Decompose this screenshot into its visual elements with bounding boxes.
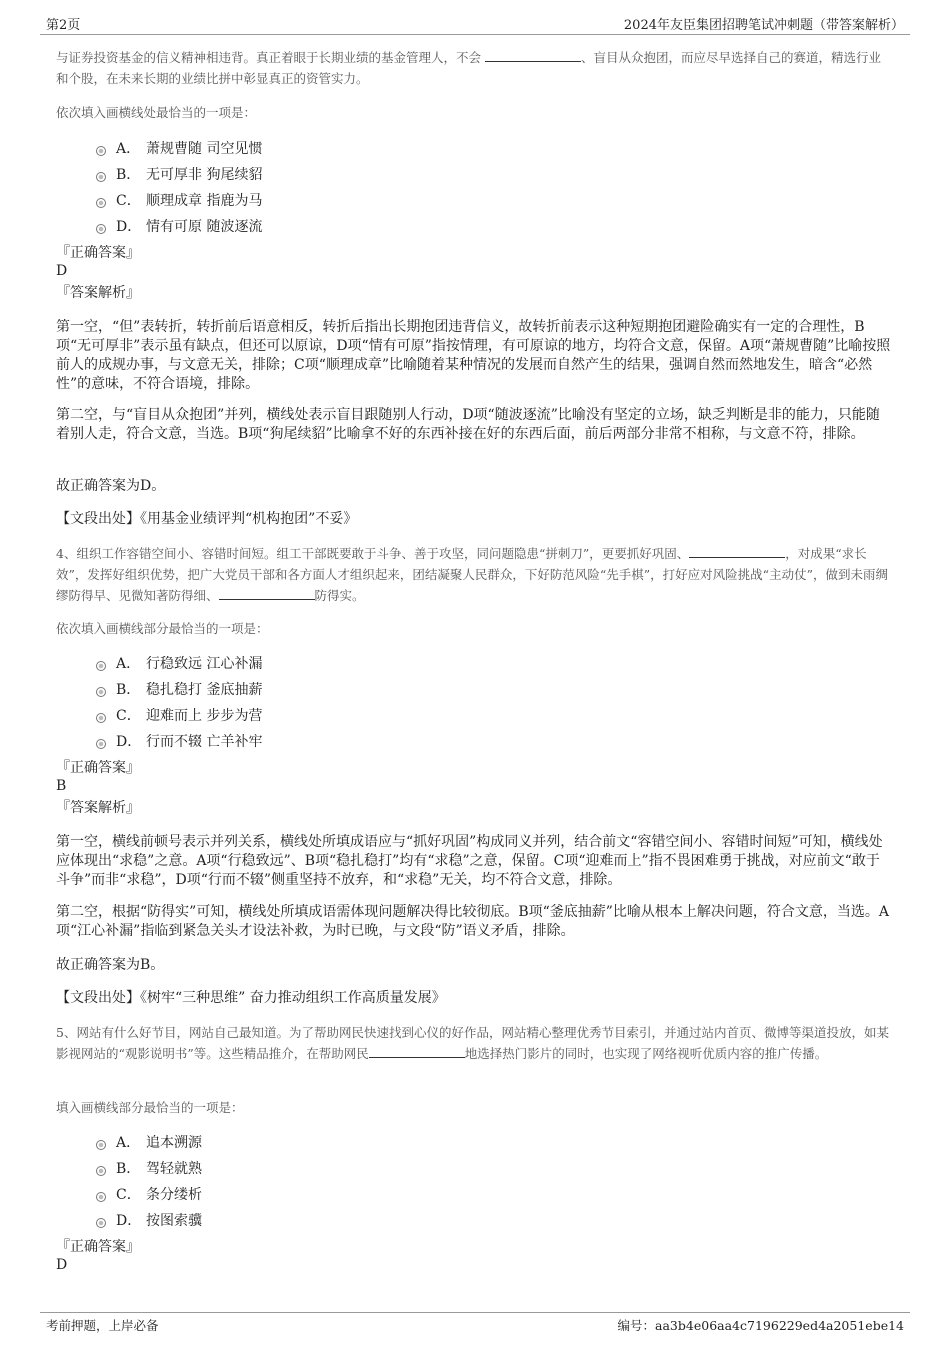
q4-option-a[interactable]: A． 行稳致远 江心补漏 — [96, 650, 262, 676]
q4-analysis-conclusion: 故正确答案为B。 — [56, 957, 165, 973]
q4-option-d[interactable]: D． 行而不辍 亡羊补牢 — [96, 728, 262, 754]
q3-analysis-label: 『答案解析』 — [56, 285, 140, 301]
radio-icon[interactable] — [96, 224, 106, 234]
q4-stem: 4、组织工作容错空间小、容错时间短。组工干部既要敢于斗争、善于攻坚，同问题隐患“拼刺刀”，更要抓好巩固、 ，对成果“求长效”，发挥好组织优势，把广大党员干部和各方面人才组织起来，团结凝聚人民群众，下好防范风险“先手棋”，打好应对风险挑战“主动仗”，做到未雨绸缪防得早、见微知著防得细、 防得实。 — [56, 546, 888, 603]
q4-blank-1 — [689, 545, 785, 558]
q5-stem: 5、网站有什么好节目，网站自己最知道。为了帮助网民快速找到心仪的好作品，网站精心整理优秀节目索引，并通过站内首页、微博等渠道投放，如某影视网站的“观影说明书”等。这些精品推介，在帮助网民 地选择热门影片的同时，也实现了网络视听优质内容的推广传播。 — [56, 1025, 889, 1061]
q3-option-b[interactable]: B． 无可厚非 狗尾续貂 — [96, 161, 262, 187]
q3-stem-part1: 与证券投资基金的信义精神相违背。真正着眼于长期业绩的基金管理人，不会 — [56, 50, 482, 65]
q4-option-b[interactable]: B． 稳扎稳打 釜底抽薪 — [96, 676, 262, 702]
radio-icon[interactable] — [96, 172, 106, 182]
q5-answer-label: 『正确答案』 — [56, 1239, 140, 1255]
q4-answer: B — [56, 778, 67, 794]
q3-option-a[interactable]: A． 萧规曹随 司空见惯 — [96, 135, 262, 161]
q4-analysis-p1: 第一空，横线前顿号表示并列关系，横线处所填成语应与“抓好巩固”构成同义并列，结合前文“容错空间小、容错时间短”可知，横线处应体现出“求稳”之意。A项“行稳致远”、B项“稳扎稳打”均有“求稳”之意，保留。C项“迎难而上”指不畏困难勇于挑战，对应前文“敢于斗争”而非“求稳”，D项“行而不辍”侧重坚持不放弃，和“求稳”无关，均不符合文意，排除。 — [56, 834, 883, 888]
q4-prompt: 依次填入画横线部分最恰当的一项是： — [56, 621, 269, 636]
q5-option-d[interactable]: D． 按图索骥 — [96, 1207, 202, 1233]
q3-stem — [56, 47, 892, 89]
q4-blank-2 — [219, 587, 315, 600]
q4-options — [96, 650, 262, 754]
q3-analysis-conclusion: 故正确答案为D。 — [56, 478, 166, 494]
page-number: 第2页 — [46, 18, 81, 33]
q3-answer: D — [56, 263, 68, 279]
q3-source: 【文段出处】《用基金业绩评判“机构抱团”不妥》 — [56, 511, 358, 527]
q5-options — [96, 1129, 202, 1233]
radio-icon[interactable] — [96, 1218, 106, 1228]
q3-stem-part2: 、盲目从众抱团，而应尽早选择自己的赛道，精选行业和个股，在未来长期的业绩比拼中彰显真正的资管实力。 — [56, 50, 882, 86]
q4-answer-label: 『正确答案』 — [56, 760, 140, 776]
q5-blank — [369, 1045, 465, 1058]
radio-icon[interactable] — [96, 198, 106, 208]
q3-option-c[interactable]: C． 顺理成章 指鹿为马 — [96, 187, 262, 213]
q4-source: 【文段出处】《树牢“三种思维” 奋力推动组织工作高质量发展》 — [56, 990, 446, 1006]
page-header — [40, 10, 910, 35]
q3-prompt: 依次填入画横线处最恰当的一项是： — [56, 105, 257, 120]
page-footer — [40, 1312, 910, 1333]
radio-icon[interactable] — [96, 1192, 106, 1202]
q3-answer-label: 『正确答案』 — [56, 245, 140, 261]
q5-prompt: 填入画横线部分最恰当的一项是： — [56, 1100, 244, 1115]
q3-analysis-p1: 第一空，“但”表转折，转折前后语意相反，转折后指出长期抱团违背信义，故转折前表示这种短期抱团避险确实有一定的合理性，B项“无可厚非”表示虽有缺点，但还可以原谅，D项“情有可原”指按情理，有可原谅的地方，均符合文意，保留。A项“萧规曹随”比喻按照前人的成规办事，与文意无关，排除；C项“顺理成章”比喻随着某种情况的发展而自然产生的结果，强调自然而然地发生，暗含“必然性”的意味，不符合语境，排除。 — [56, 319, 891, 392]
radio-icon[interactable] — [96, 1140, 106, 1150]
q3-option-d[interactable]: D． 情有可原 随波逐流 — [96, 213, 262, 239]
q4-analysis-p2: 第二空，根据“防得实”可知，横线处所填成语需体现问题解决得比较彻底。B项“釜底抽薪”比喻从根本上解决问题，符合文意，当选。A项“江心补漏”指临到紧急关头才设法补救，为时已晚，与文段“防”语义矛盾，排除。 — [56, 904, 890, 939]
q3-blank — [485, 49, 581, 62]
q4-analysis-label: 『答案解析』 — [56, 800, 140, 816]
radio-icon[interactable] — [96, 739, 106, 749]
radio-icon[interactable] — [96, 713, 106, 723]
radio-icon[interactable] — [96, 661, 106, 671]
document-id: 编号：aa3b4e06aa4c7196229ed4a2051ebe14 — [617, 1318, 904, 1333]
q5-option-c[interactable]: C． 条分缕析 — [96, 1181, 202, 1207]
q5-option-b[interactable]: B． 驾轻就熟 — [96, 1155, 202, 1181]
q4-option-c[interactable]: C． 迎难而上 步步为营 — [96, 702, 262, 728]
document-title: 2024年友臣集团招聘笔试冲刺题（带答案解析） — [623, 18, 904, 33]
radio-icon[interactable] — [96, 687, 106, 697]
q5-option-a[interactable]: A． 追本溯源 — [96, 1129, 202, 1155]
radio-icon[interactable] — [96, 1166, 106, 1176]
q3-options — [96, 135, 262, 239]
q5-answer: D — [56, 1257, 68, 1273]
footer-slogan: 考前押题，上岸必备 — [46, 1318, 159, 1333]
radio-icon[interactable] — [96, 146, 106, 156]
q3-analysis-p2: 第二空，与“盲目从众抱团”并列，横线处表示盲目跟随别人行动，D项“随波逐流”比喻没有坚定的立场，缺乏判断是非的能力，只能随着别人走，符合文意，当选。B项“狗尾续貂”比喻拿不好的东西补接在好的东西后面，前后两部分非常不相称，与文意不符，排除。 — [56, 407, 880, 442]
